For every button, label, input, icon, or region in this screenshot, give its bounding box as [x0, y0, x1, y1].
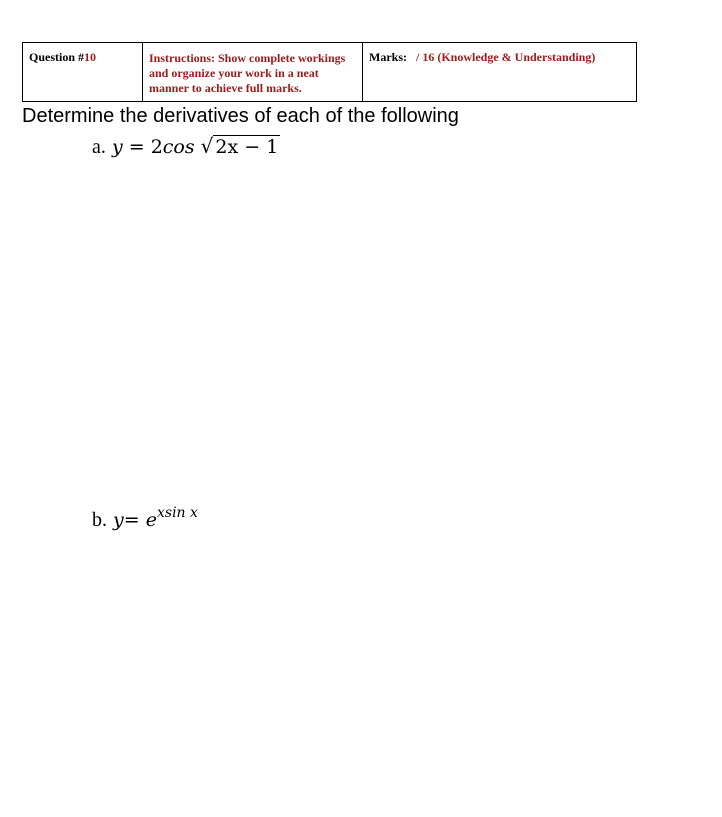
question-label: Question #	[29, 50, 85, 64]
problem-a-sqrt	[201, 134, 281, 158]
problem-a-func: cos	[162, 136, 195, 158]
problem-b-exponent: xsin x	[157, 505, 198, 521]
marks-label: Marks:	[369, 50, 407, 64]
question-number-cell	[23, 43, 143, 101]
problem-b-label: b.	[92, 509, 107, 531]
problem-a-equals: =	[128, 136, 145, 158]
problem-b-equals: =	[123, 509, 140, 531]
question-number: 10	[84, 50, 97, 64]
problem-a-radicand: 2x − 1	[215, 136, 279, 158]
problem-b-lhs: y	[113, 509, 124, 531]
marks-cell	[363, 43, 636, 101]
instructions-cell	[143, 43, 363, 101]
question-prompt: Determine the derivatives of each of the following	[22, 105, 459, 127]
problem-b	[92, 505, 198, 532]
problem-b-base: e	[145, 509, 157, 531]
problem-a-coef: 2	[150, 136, 163, 158]
instructions-text: Instructions: Show complete workings and organize your work in a neat manner to achieve full marks.	[149, 51, 346, 95]
marks-value: / 16 (Knowledge & Understanding)	[416, 50, 596, 64]
problem-a-lhs: y	[111, 136, 123, 158]
question-header-table	[22, 42, 637, 102]
problem-a	[92, 134, 280, 159]
sqrt-icon: √	[200, 134, 214, 158]
problem-a-label: a.	[92, 136, 106, 158]
